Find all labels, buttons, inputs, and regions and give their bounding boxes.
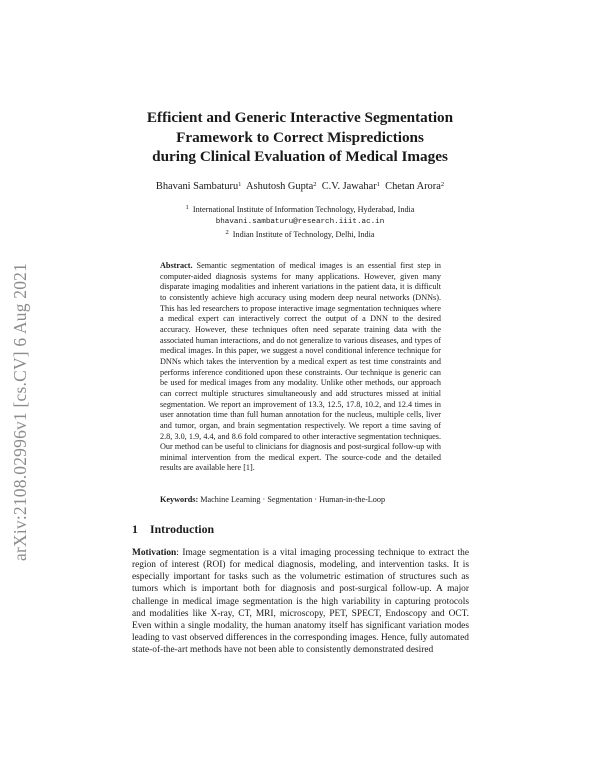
section-title: Introduction	[150, 522, 215, 536]
section-number: 1	[132, 522, 138, 536]
introduction-paragraph	[132, 547, 469, 656]
abstract	[160, 261, 441, 474]
keywords-text: Machine Learning · Segmentation · Human-in-the-Loop	[200, 495, 386, 504]
keywords	[160, 495, 441, 506]
author-name: Chetan Arora	[385, 181, 441, 192]
author-email-text: bhavani.sambaturu@research.iiit.ac.in	[215, 218, 385, 227]
keywords-label: Keywords:	[160, 495, 199, 504]
title-line-2: Framework to Correct Mispredictions	[176, 128, 424, 146]
affiliation-mark: 2	[225, 228, 229, 236]
author-affiliation-mark: 2	[440, 181, 445, 188]
affiliation-2	[130, 229, 470, 240]
author-affiliation-mark: 1	[376, 181, 380, 188]
affiliation-1-text: International Institute of Information Technology, Hyderabad, India	[192, 205, 415, 214]
author-affiliation-mark: 2	[313, 181, 317, 188]
section-heading	[132, 522, 214, 537]
paper-title	[130, 108, 470, 167]
abstract-text: Semantic segmentation of medical images is an essential first step in computer-aided diagnosis systems for many applications. However, given many disparate imaging modalities and inherent variations in the patient data, it is difficult to consistently achieve high accuracy using modern deep neural networks (DNNs). This has led researchers to propose interactive image segmentation techniques where a medical expert can interactively correct the output of a DNN to the desired accuracy. However, these techniques often need separate training data with the associated human interactions, and do not generalize to various diseases, and types of medical images. In this paper, we suggest a novel conditional inference technique for DNNs which takes the intervention by a medical expert as test time constraints and performs inference conditioned upon these constraints. Our technique is generic can be used for medical images from any modality. Unlike other methods, our approach can correct multiple structures simultaneously and add structures missed at initial segmentation. We report an improvement of 13.3, 12.5, 17.8, 10.2, and 12.4 times in user annotation time than full human annotation for the nucleus, multiple cells, liver and tumor, organ, and brain segmentation respectively. We report a time saving of 2.8, 3.0, 1.9, 4.4, and 8.6 fold compared to other interactive segmentation techniques. Our method can be useful to clinicians for diagnosis and post-surgical follow-up with minimal intervention from the medical expert. The source-code and the detailed results are available here [1].	[160, 261, 441, 473]
affiliation-1	[130, 204, 470, 215]
author-email	[130, 215, 470, 228]
paragraph-lead: Motivation	[132, 548, 177, 558]
affiliations	[130, 204, 470, 240]
title-line-1: Efficient and Generic Interactive Segmentation	[146, 109, 454, 126]
affiliation-mark: 1	[185, 204, 189, 211]
paragraph-text: : Image segmentation is a vital imaging processing technique to extract the region of interest (ROI) for medical diagnosis, modeling, and intervention tasks. It is especially important for tasks such as the volumetric estimation of structures such as tumors which is important both for diagnosis and post-surgical follow-up. A major challenge in medical image segmentation is the high variability in capturing protocols and modalities like X-ray, CT, MRI, microscopy, PET, SPECT, Endoscopy and OCT. Even within a single modality, the human anatomy itself has significant variation modes leading to vast observed differences in the corresponding images. Hence, fully automated state-of-the-art methods have not been able to consistently demonstrated desired	[132, 548, 469, 656]
author-name: Bhavani Sambaturu	[155, 181, 239, 192]
author-name: C.V. Jawahar	[321, 181, 377, 192]
author-list	[130, 181, 470, 192]
title-line-3: during Clinical Evaluation of Medical Images	[152, 148, 448, 165]
arxiv-identifier-text: arXiv:2108.02996v1 [cs.CV] 6 Aug 2021	[10, 262, 30, 561]
abstract-label: Abstract.	[160, 261, 193, 270]
author-name: Ashutosh Gupta	[246, 181, 314, 192]
author-affiliation-mark: 1	[238, 181, 242, 188]
affiliation-2-text: Indian Institute of Technology, Delhi, India	[232, 229, 375, 239]
